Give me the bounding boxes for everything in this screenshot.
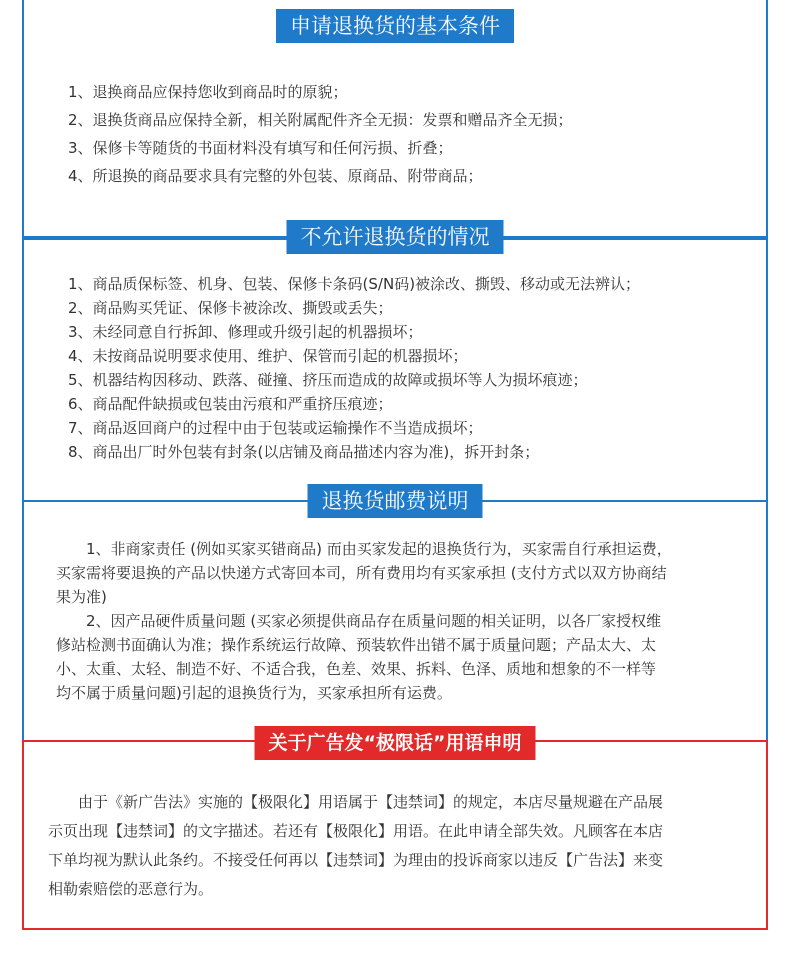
- list-item: 2、商品购买凭证、保修卡被涂改、撕毁或丢失；: [68, 299, 393, 317]
- section-title: 关于广告发“极限话”用语申明: [255, 726, 536, 760]
- shipping-fees-paragraph-2: 2、因产品硬件质量问题 (买家必须提供商品存在质量问题的相关证明，以各厂家授权维 修站检测书面确认为准；操作系统运行故障、预装软件出错不属于质量问题；产品太大、太 小、太重、太轻、制造不好、不适合我，色差、效果、拆料、色泽、质地和想象的不一样等 均不属于质量问题)引起的退换货行为，买家承担所有运费。: [56, 612, 662, 702]
- list-item: 2、退换货商品应保持全新，相关附属配件齐全无损：发票和赠品齐全无损；: [68, 111, 573, 129]
- list-item: 5、机器结构因移动、跌落、碰撞、挤压而造成的故障或损坏等人为损坏痕迹；: [68, 371, 588, 389]
- list-item: 8、商品出厂时外包装有封条(以店铺及商品描述内容为准)，拆开封条；: [68, 443, 540, 461]
- basic-conditions-list: [68, 78, 573, 190]
- ad-law-statement-text: 由于《新广告法》实施的【极限化】用语属于【违禁词】的规定，本店尽量规避在产品展 示页出现【违禁词】的文字描述。若还有【极限化】用语。在此申请全部失效。凡顾客在本店 下单均视为默认此条约。不接受任何再以【违禁词】为理由的投诉商家以违反【广告法】来变 相勒索赔偿的恶意行为。: [48, 793, 664, 898]
- section-title: 申请退换货的基本条件: [276, 9, 514, 43]
- list-item: 3、未经同意自行拆卸、修理或升级引起的机器损坏；: [68, 323, 423, 341]
- list-item: 4、所退换的商品要求具有完整的外包装、原商品、附带商品；: [68, 167, 483, 185]
- list-item: 3、保修卡等随货的书面材料没有填写和任何污损、折叠；: [68, 139, 453, 157]
- shipping-fees-paragraph-1: 1、非商家责任 (例如买家买错商品) 而由买家发起的退换货行为，买家需自行承担运费， 买家需将要退换的产品以快递方式寄回本司，所有费用均有买家承担 (支付方式以双方协商结 果为准): [56, 540, 672, 606]
- list-item: 7、商品返回商户的过程中由于包装或运输操作不当造成损坏；: [68, 419, 483, 437]
- section-title: 不允许退换货的情况: [287, 220, 504, 254]
- list-item: 1、退换商品应保持您收到商品时的原貌；: [68, 83, 348, 101]
- section-title: 退换货邮费说明: [308, 484, 483, 518]
- list-item: 6、商品配件缺损或包装由污痕和严重挤压痕迹；: [68, 395, 393, 413]
- list-item: 1、商品质保标签、机身、包装、保修卡条码(S/N码)被涂改、撕毁、移动或无法辨认；: [68, 275, 641, 293]
- not-allowed-list: [68, 272, 640, 464]
- list-item: 4、未按商品说明要求使用、维护、保管而引起的机器损坏；: [68, 347, 468, 365]
